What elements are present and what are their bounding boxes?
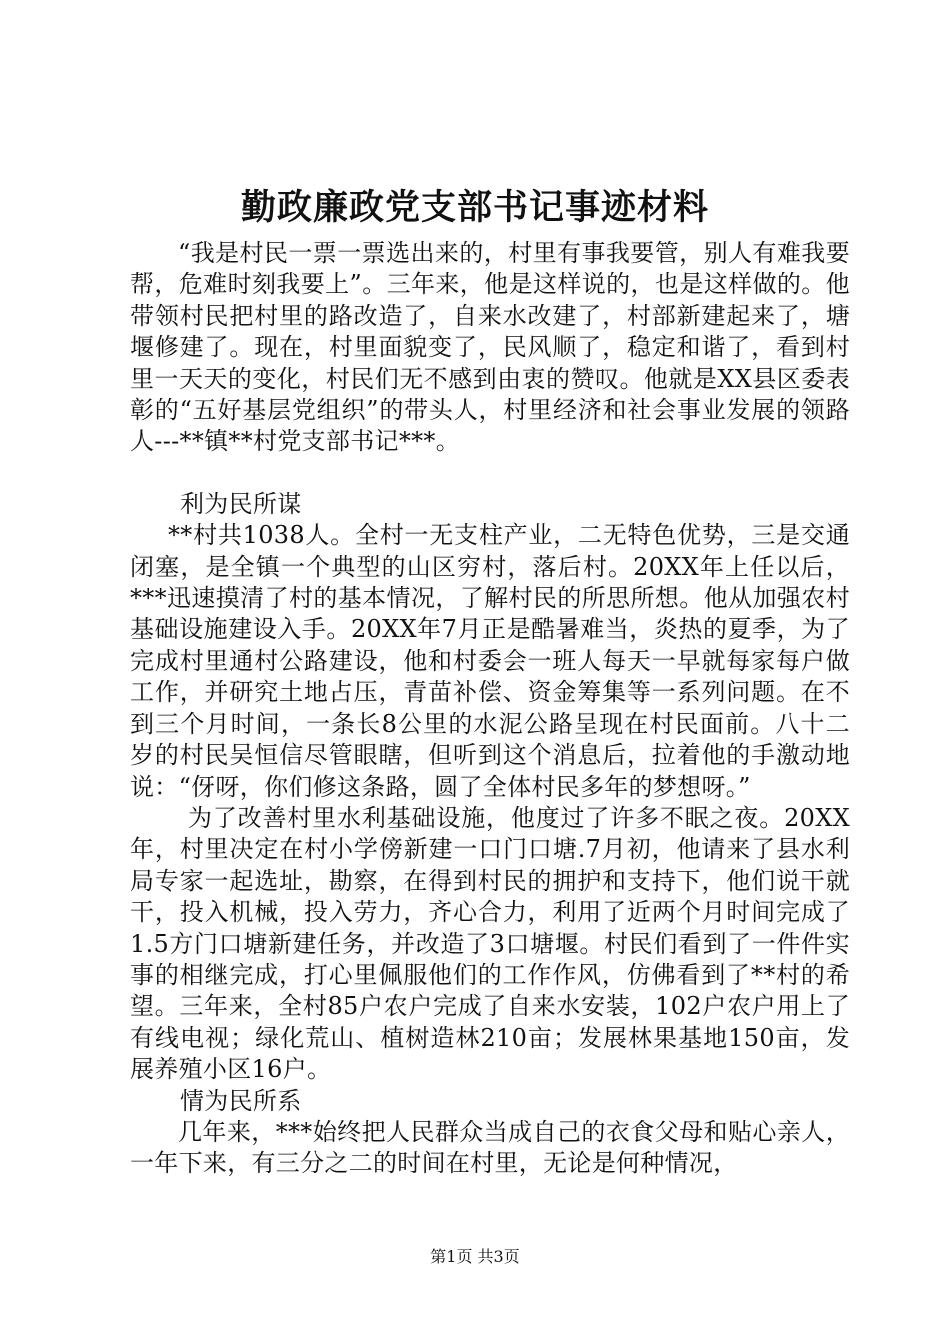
paragraph-water: 为了改善村里水利基础设施，他度过了许多不眠之夜。20XX年，村里决定在村小学傍新建一口门口塘.7月初，他请来了县水利局专家一起选址，勘察，在得到村民的拥护和支持下，他们说干就干，投入机械，投入劳力，齐心合力，利用了近两个月时间完成了1.5方门口塘新建任务，并改造了3口塘堰。村民们看到了一件件实事的相继完成，打心里佩服他们的工作作风，仿佛看到了**村的希望。三年来，全村85户农户完成了自来水安装，102户农户用上了有线电视；绿化荒山、植树造林210亩；发展林果基地150亩，发展养殖小区16户。 xyxy=(130,803,850,1084)
paragraph-intro: “我是村民一票一票选出来的，村里有事我要管，别人有难我要帮，危难时刻我要上”。三年来，他是这样说的，也是这样做的。他带领村民把村里的路改造了，自来水改建了，村部新建起来了，塘堰修建了。现在，村里面貌变了，民风顺了，稳定和谐了，看到村里一天天的变化，村民们无不感到由衷的赞叹。他就是XX县区委表彰的“五好基层党组织”的带头人，村里经济和社会事业发展的领路人---**镇**村党支部书记***。 xyxy=(130,239,850,456)
section-heading-2: 情为民所系 xyxy=(180,1086,302,1115)
document-body xyxy=(130,238,850,1180)
page-footer: 第1页 共3页 xyxy=(430,1247,520,1266)
paragraph-care: 几年来，***始终把人民群众当成自己的衣食父母和贴心亲人，一年下来，有三分之二的时间在村里，无论是何种情况， xyxy=(130,1117,850,1178)
paragraph-road: **村共1038人。全村一无支柱产业，二无特色优势，三是交通闭塞，是全镇一个典型的山区穷村，落后村。20XX年上任以后，***迅速摸清了村的基本情况，了解村民的所思所想。他从加强农村基础设施建设入手。20XX年7月正是酷暑难当，炎热的夏季，为了完成村里通村公路建设，他和村委会一班人每天一早就每家每户做工作，并研究土地占压，青苗补偿、资金筹集等一系列问题。在不到三个月时间，一条长8公里的水泥公路呈现在村民面前。八十二岁的村民吴恒信尽管眼瞎，但听到这个消息后，拉着他的手激动地说：“伢呀，你们修这条路，圆了全体村民多年的梦想呀。” xyxy=(130,521,850,801)
document-title: 勤政廉政党支部书记事迹材料 xyxy=(240,187,709,228)
section-heading-1: 利为民所谋 xyxy=(180,489,302,518)
